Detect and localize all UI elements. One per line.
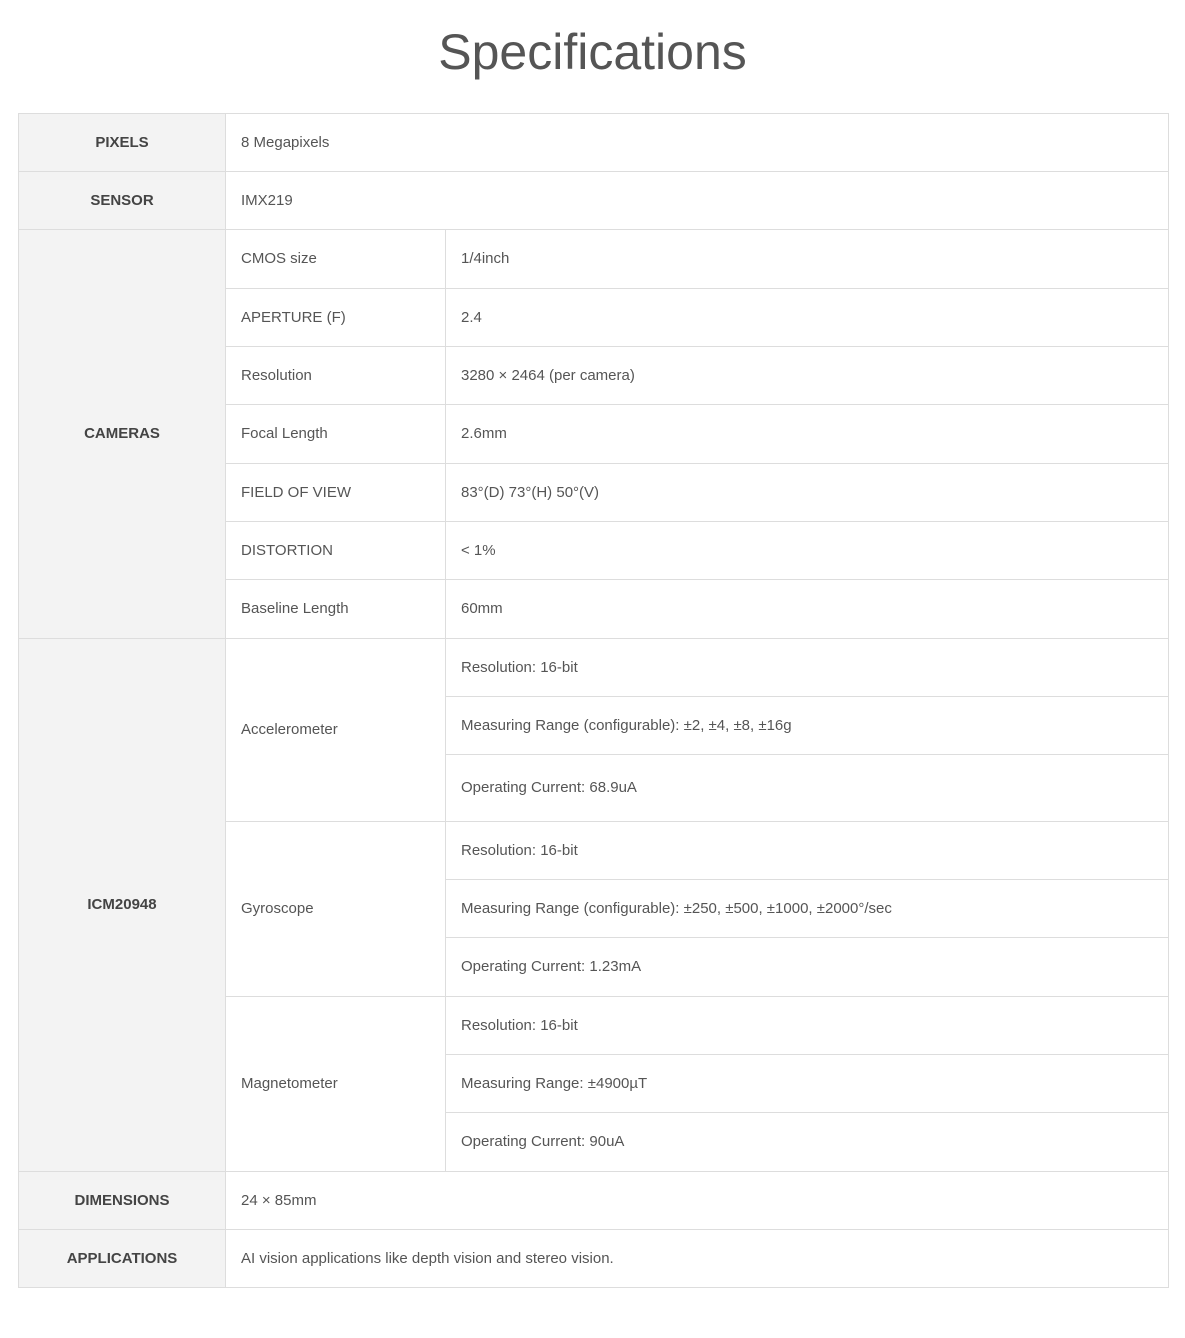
table-row — [19, 230, 1169, 289]
camera-spec-value: 2.4 — [446, 289, 1169, 347]
camera-spec-name: APERTURE (F) — [226, 289, 446, 347]
spec-label-sensor: SENSOR — [19, 172, 226, 230]
sensor-spec-value: Operating Current: 1.23mA — [446, 938, 1169, 997]
sensor-group-accelerometer: Accelerometer — [226, 639, 446, 822]
camera-spec-name: FIELD OF VIEW — [226, 464, 446, 522]
spec-label-icm20948: ICM20948 — [19, 639, 226, 1172]
spec-label-applications: APPLICATIONS — [19, 1230, 226, 1288]
camera-spec-value: 2.6mm — [446, 405, 1169, 464]
camera-spec-name: CMOS size — [226, 230, 446, 289]
spec-label-pixels: PIXELS — [19, 114, 226, 172]
specifications-table — [18, 113, 1169, 1288]
page-title: Specifications — [438, 24, 747, 80]
camera-spec-name: Baseline Length — [226, 580, 446, 639]
table-row — [19, 639, 1169, 697]
sensor-group-magnetometer: Magnetometer — [226, 997, 446, 1172]
sensor-spec-value: Resolution: 16-bit — [446, 997, 1169, 1055]
spec-value-pixels: 8 Megapixels — [226, 114, 1169, 172]
sensor-spec-value: Resolution: 16-bit — [446, 822, 1169, 880]
sensor-spec-value: Operating Current: 90uA — [446, 1113, 1169, 1172]
spec-value-sensor: IMX219 — [226, 172, 1169, 230]
camera-spec-name: DISTORTION — [226, 522, 446, 580]
table-row — [19, 1230, 1169, 1288]
camera-spec-name: Focal Length — [226, 405, 446, 464]
spec-value-dimensions: 24 × 85mm — [226, 1172, 1169, 1230]
spec-label-cameras: CAMERAS — [19, 230, 226, 639]
sensor-spec-value: Measuring Range (configurable): ±2, ±4, ±8, ±16g — [446, 697, 1169, 755]
camera-spec-name: Resolution — [226, 347, 446, 405]
sensor-spec-value: Measuring Range: ±4900µT — [446, 1055, 1169, 1113]
spec-label-dimensions: DIMENSIONS — [19, 1172, 226, 1230]
camera-spec-value: 1/4inch — [446, 230, 1169, 289]
camera-spec-value: 83°(D) 73°(H) 50°(V) — [446, 464, 1169, 522]
sensor-group-gyroscope: Gyroscope — [226, 822, 446, 997]
camera-spec-value: 60mm — [446, 580, 1169, 639]
sensor-spec-value: Operating Current: 68.9uA — [446, 755, 1169, 822]
sensor-spec-value: Measuring Range (configurable): ±250, ±500, ±1000, ±2000°/sec — [446, 880, 1169, 938]
camera-spec-value: 3280 × 2464 (per camera) — [446, 347, 1169, 405]
camera-spec-value: < 1% — [446, 522, 1169, 580]
sensor-spec-value: Resolution: 16-bit — [446, 639, 1169, 697]
spec-value-applications: AI vision applications like depth vision and stereo vision. — [226, 1230, 1169, 1288]
table-row — [19, 114, 1169, 172]
table-row — [19, 1172, 1169, 1230]
table-row — [19, 172, 1169, 230]
